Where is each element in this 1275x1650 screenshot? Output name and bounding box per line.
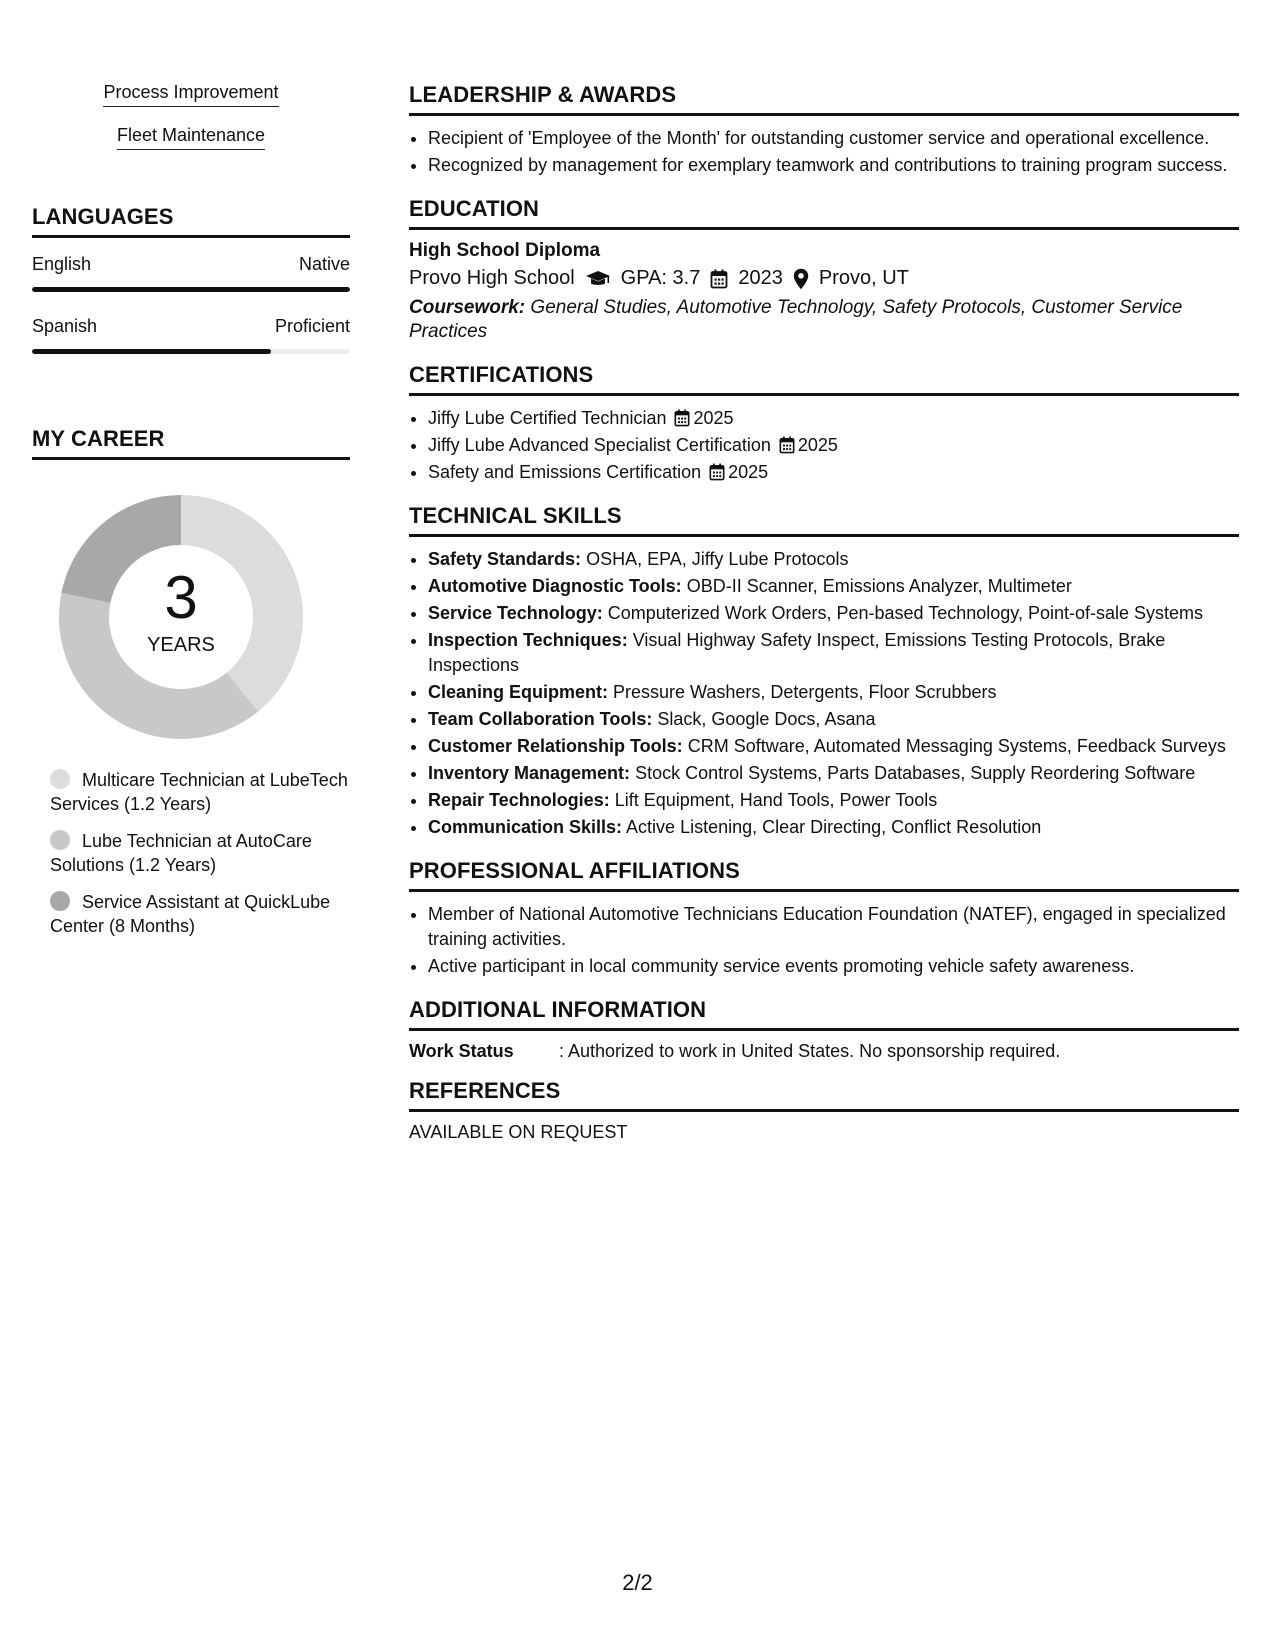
skill-label: Cleaning Equipment: [428, 682, 608, 702]
skill-item [428, 680, 1239, 705]
page-number: 2/2 [622, 1570, 653, 1595]
affiliations-heading: PROFESSIONAL AFFILIATIONS [409, 858, 1239, 892]
language-name: English [32, 254, 92, 274]
education-coursework [409, 296, 1239, 344]
skill-value: Lift Equipment, Hand Tools, Power Tools [614, 790, 938, 810]
skill-tag [32, 82, 350, 107]
graduation-cap-icon [585, 270, 611, 288]
skill-item [428, 574, 1239, 599]
skill-item [428, 601, 1239, 626]
career-legend-item [50, 829, 350, 877]
skill-value: Computerized Work Orders, Pen-based Technology, Point-of-sale Systems [607, 603, 1203, 623]
language-item [32, 316, 350, 354]
leadership-heading: LEADERSHIP & AWARDS [409, 82, 1239, 116]
languages-heading: LANGUAGES [32, 204, 350, 238]
certification-name: Jiffy Lube Advanced Specialist Certification [428, 435, 771, 455]
education-school: Provo High School [409, 267, 575, 289]
skill-value: OBD-II Scanner, Emissions Analyzer, Multimeter [686, 576, 1072, 596]
education-gpa: GPA: 3.7 [620, 267, 701, 289]
language-proficiency-fill [32, 287, 350, 292]
skill-item [428, 761, 1239, 786]
skill-label: Safety Standards: [428, 549, 582, 569]
leadership-list [409, 126, 1239, 178]
certification-year: 2025 [797, 435, 838, 455]
donut-center [56, 492, 306, 742]
language-level: Native [298, 254, 350, 274]
education-degree: High School Diploma [409, 240, 601, 261]
skill-value: Pressure Washers, Detergents, Floor Scrubbers [613, 682, 997, 702]
language-level: Proficient [274, 316, 350, 336]
skill-label: Inventory Management: [428, 763, 631, 783]
work-status-value: : Authorized to work in United States. No sponsorship required. [559, 1041, 1061, 1061]
skill-label: Automotive Diagnostic Tools: [428, 576, 682, 596]
skill-label: Repair Technologies: [428, 790, 610, 810]
skill-item [428, 815, 1239, 840]
certification-year: 2025 [693, 408, 734, 428]
skill-item [428, 734, 1239, 759]
skill-value: Active Listening, Clear Directing, Conflict Resolution [626, 817, 1042, 837]
education-details [409, 267, 1239, 290]
skill-item [428, 628, 1239, 678]
skill-value: Visual Highway Safety Inspect, Emissions Testing Protocols, Brake Inspections [428, 630, 1166, 675]
language-proficiency-bar [32, 287, 350, 292]
work-status-row [409, 1041, 1239, 1062]
skill-tag-label: Process Improvement [103, 82, 278, 107]
certifications-list [409, 406, 1239, 485]
list-item: • Active participant in local community service events promoting vehicle safety awareness. [428, 954, 1239, 979]
legend-dot [50, 891, 70, 911]
technical-skills-heading: TECHNICAL SKILLS [409, 503, 1239, 537]
skill-label: Inspection Techniques: [428, 630, 628, 650]
calendar-icon [779, 436, 795, 454]
calendar-icon [710, 269, 728, 289]
skill-label: Customer Relationship Tools: [428, 736, 683, 756]
language-item [32, 254, 350, 292]
certifications-heading: CERTIFICATIONS [409, 362, 1239, 396]
career-total-years: 3 [164, 563, 198, 631]
skill-item [428, 707, 1239, 732]
certification-item [428, 406, 1239, 431]
language-proficiency-bar [32, 349, 350, 354]
legend-dot [50, 769, 70, 789]
education-heading: EDUCATION [409, 196, 1239, 230]
list-item: • Recipient of 'Employee of the Month' for outstanding customer service and operational excellence. [428, 126, 1239, 151]
additional-info-heading: ADDITIONAL INFORMATION [409, 997, 1239, 1031]
coursework-label: Coursework: [409, 297, 526, 318]
skill-tag-label: Fleet Maintenance [117, 125, 265, 150]
skill-value: OSHA, EPA, Jiffy Lube Protocols [586, 549, 849, 569]
education-location: Provo, UT [818, 267, 909, 289]
calendar-icon [674, 409, 690, 427]
work-status-label: Work Status [409, 1041, 514, 1061]
career-donut-chart [56, 492, 306, 742]
career-legend-item [50, 890, 350, 938]
skill-tag [32, 125, 350, 150]
coursework-text: General Studies, Automotive Technology, Safety Protocols, Customer Service Practices [409, 297, 1183, 342]
career-total-unit: YEARS [147, 633, 215, 656]
skill-value: Slack, Google Docs, Asana [657, 709, 876, 729]
career-legend-label: Lube Technician at AutoCare Solutions (1.2 Years) [50, 831, 312, 875]
skill-item [428, 788, 1239, 813]
skill-label: Team Collaboration Tools: [428, 709, 653, 729]
skill-item [428, 547, 1239, 572]
education-year: 2023 [738, 267, 783, 289]
career-legend-item [50, 768, 350, 816]
certification-name: Safety and Emissions Certification [428, 462, 702, 482]
calendar-icon [709, 463, 725, 481]
skill-value: Stock Control Systems, Parts Databases, Supply Reordering Software [635, 763, 1196, 783]
affiliations-list [409, 902, 1239, 979]
career-legend-label: Multicare Technician at LubeTech Services (1.2 Years) [50, 770, 348, 814]
certification-item [428, 460, 1239, 485]
certification-item [428, 433, 1239, 458]
list-item: • Recognized by management for exemplary teamwork and contributions to training program success. [428, 153, 1239, 178]
language-name: Spanish [32, 316, 98, 336]
skill-label: Communication Skills: [428, 817, 623, 837]
references-heading: REFERENCES [409, 1078, 1239, 1112]
career-heading: MY CAREER [32, 426, 350, 460]
references-text: AVAILABLE ON REQUEST [409, 1122, 628, 1142]
technical-skills-list [409, 547, 1239, 840]
main-content [409, 82, 1239, 1143]
skill-label: Service Technology: [428, 603, 603, 623]
legend-dot [50, 830, 70, 850]
skill-value: CRM Software, Automated Messaging Systems, Feedback Surveys [687, 736, 1226, 756]
list-item: • Member of National Automotive Technicians Education Foundation (NATEF), engaged in specialized training activities. [428, 902, 1239, 952]
sidebar [32, 82, 350, 951]
certification-year: 2025 [728, 462, 769, 482]
career-legend-label: Service Assistant at QuickLube Center (8 Months) [50, 892, 331, 936]
language-proficiency-fill [32, 349, 271, 354]
certification-name: Jiffy Lube Certified Technician [428, 408, 667, 428]
location-pin-icon [793, 268, 809, 290]
